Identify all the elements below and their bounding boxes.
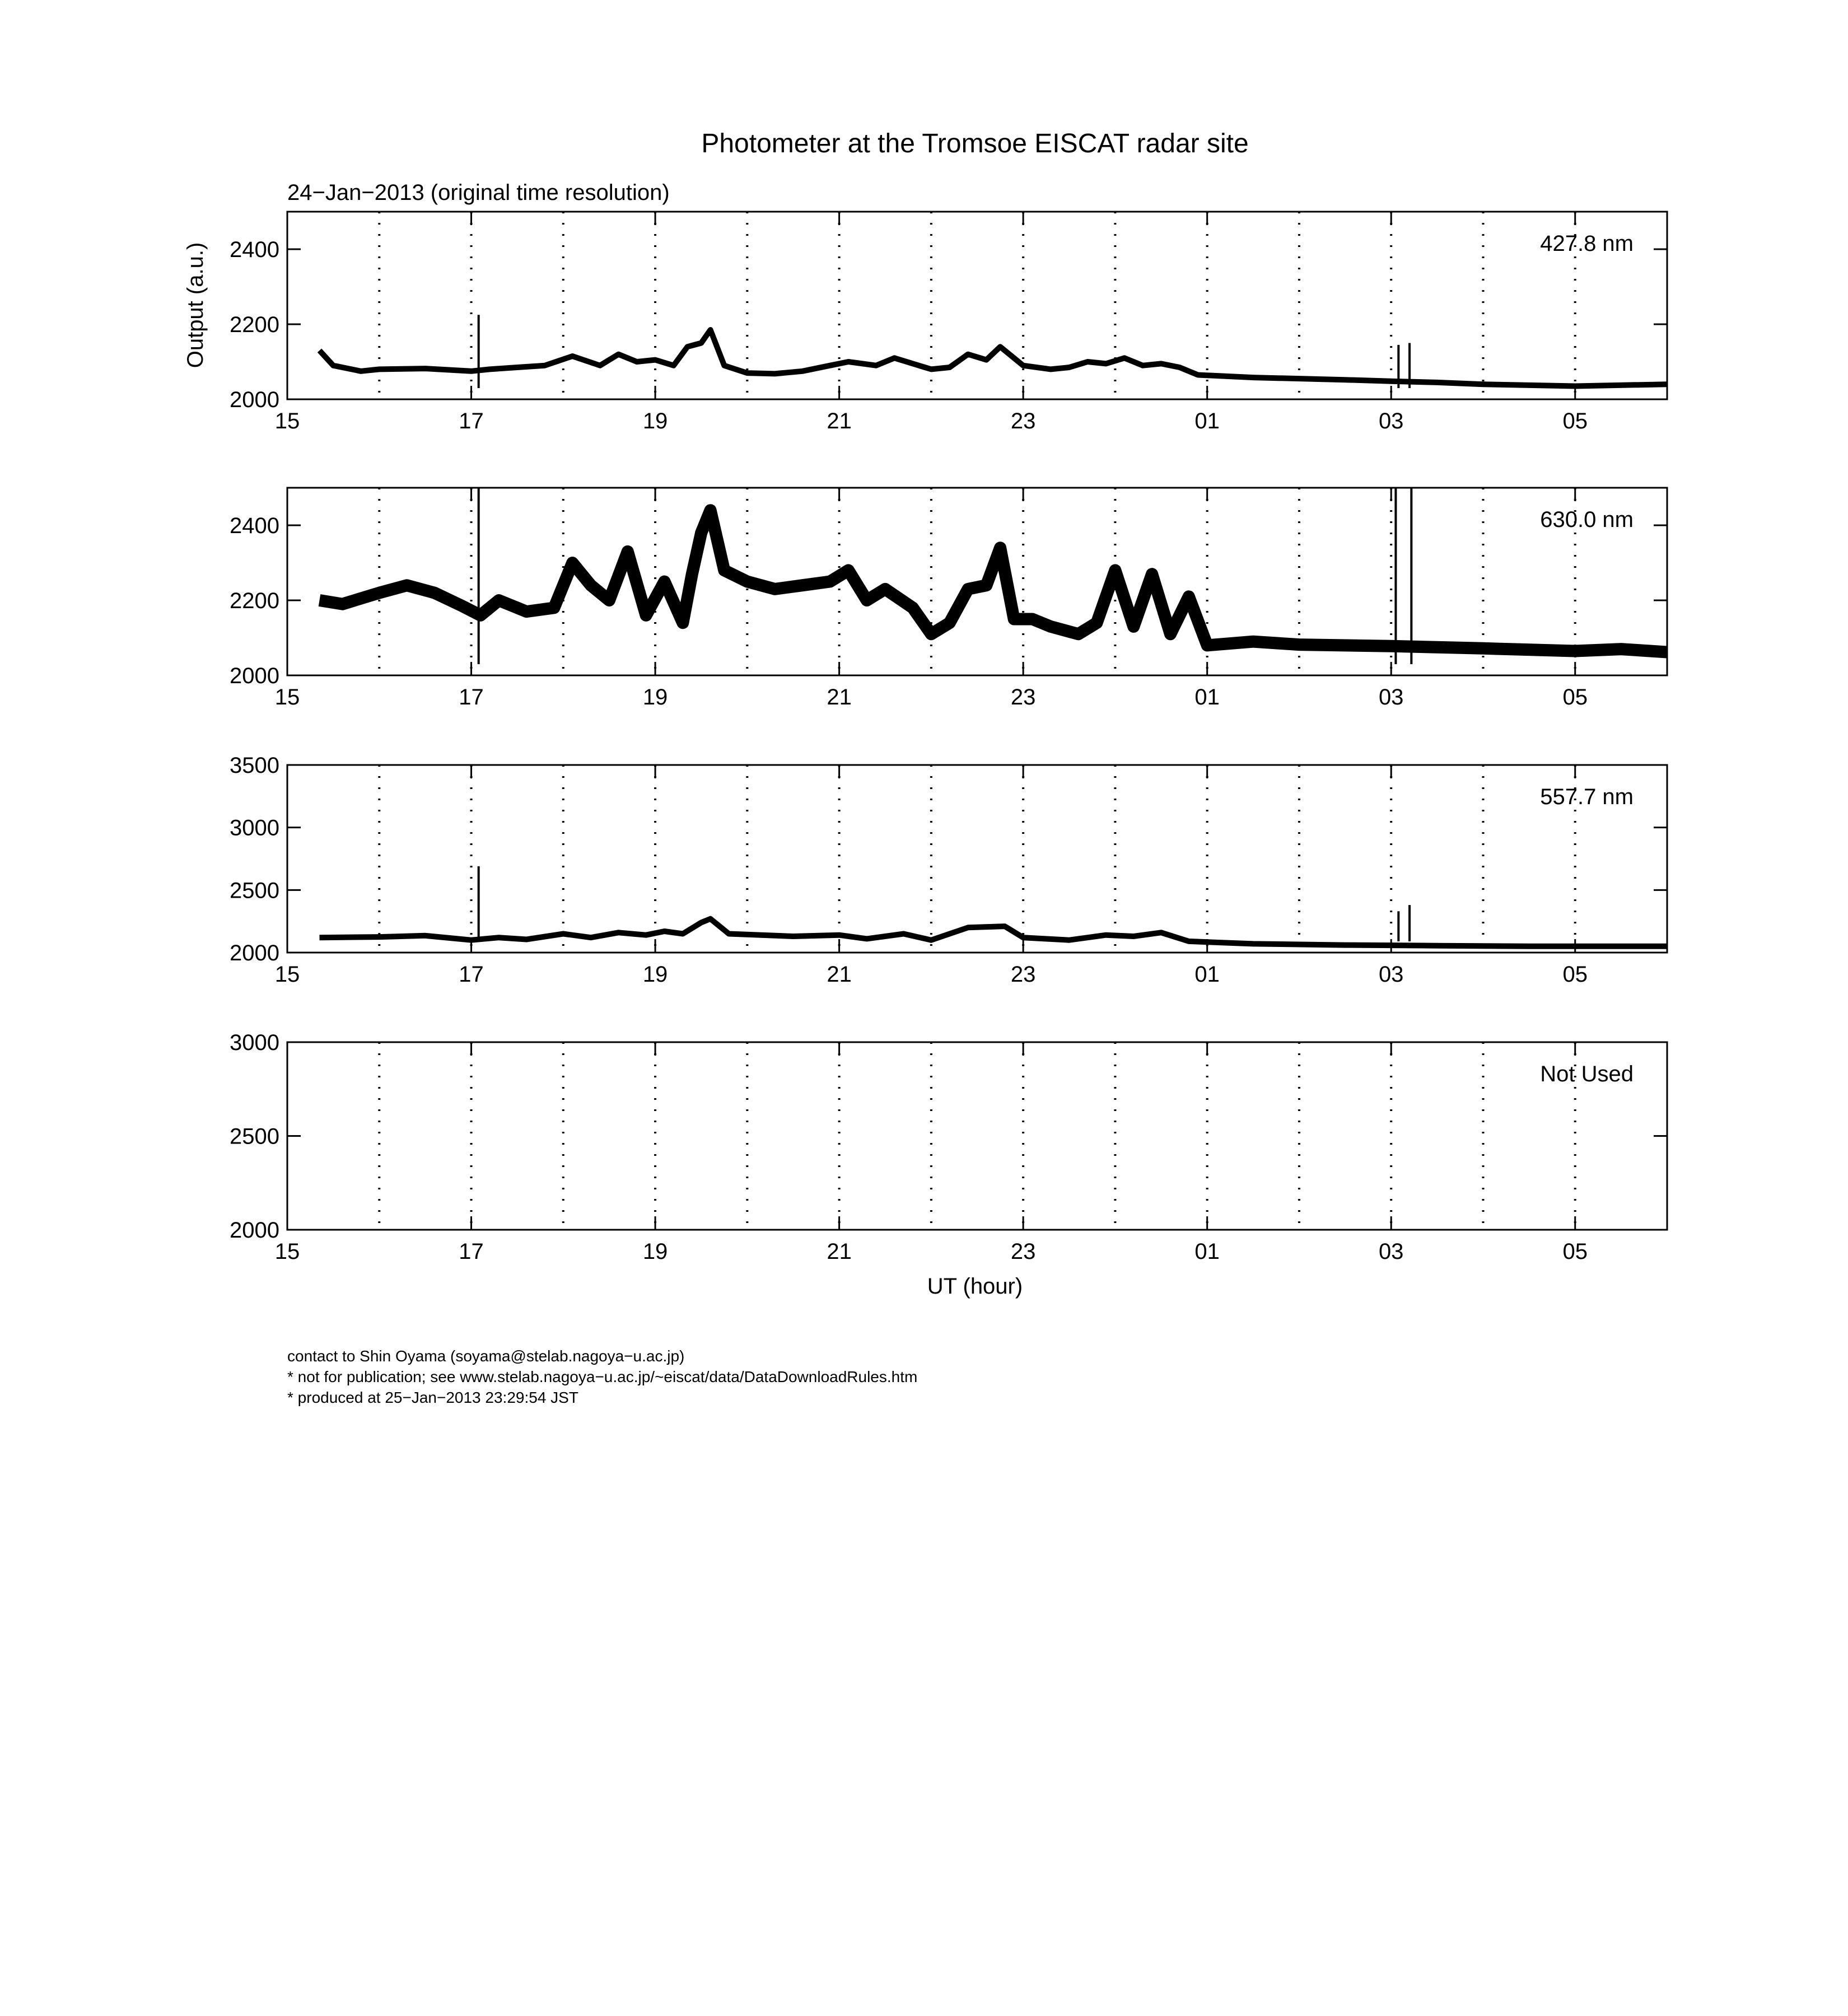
y-tick-label: 2000 <box>230 941 279 965</box>
figure-title: Photometer at the Tromsoe EISCAT radar site <box>701 129 1249 158</box>
y-tick-label: 2000 <box>230 388 279 412</box>
y-tick-label: 2200 <box>230 312 279 337</box>
footer-contact: contact to Shin Oyama (soyama@stelab.nagoya−u.ac.jp) <box>287 1347 685 1365</box>
x-tick-label: 01 <box>1194 685 1220 710</box>
x-tick-label: 05 <box>1562 962 1588 987</box>
footer-rules: * not for publication; see www.stelab.nagoya−u.ac.jp/~eiscat/data/DataDownloadRules.htm <box>287 1368 918 1385</box>
x-tick-label: 23 <box>1010 685 1036 710</box>
x-tick-label: 15 <box>274 685 300 710</box>
x-tick-label: 15 <box>274 1239 300 1264</box>
x-tick-label: 03 <box>1378 685 1404 710</box>
x-tick-label: 03 <box>1378 409 1404 433</box>
x-tick-label: 01 <box>1194 409 1220 433</box>
y-axis-label: Output (a.u.) <box>183 242 208 368</box>
x-tick-label: 19 <box>642 1239 668 1264</box>
panel-1 <box>230 212 1667 433</box>
x-tick-label: 01 <box>1194 962 1220 987</box>
y-tick-label: 3000 <box>230 815 279 841</box>
x-tick-label: 05 <box>1562 1239 1588 1264</box>
y-tick-label: 2200 <box>230 589 279 613</box>
y-tick-label: 2400 <box>230 514 279 538</box>
data-series-line <box>320 510 1668 652</box>
panels <box>230 212 1667 1264</box>
panel-3 <box>230 753 1667 987</box>
x-tick-label: 19 <box>642 962 668 987</box>
x-tick-label: 15 <box>274 962 300 987</box>
x-tick-label: 15 <box>274 409 300 433</box>
y-tick-label: 2500 <box>230 878 279 903</box>
x-tick-label: 19 <box>642 685 668 710</box>
x-tick-label: 03 <box>1378 962 1404 987</box>
panel-label: 427.8 nm <box>1540 231 1634 256</box>
panel-label: 557.7 nm <box>1540 785 1634 809</box>
x-tick-label: 05 <box>1562 409 1588 433</box>
x-tick-label: 23 <box>1010 962 1036 987</box>
panel-label: Not Used <box>1540 1062 1634 1086</box>
y-tick-label: 2500 <box>230 1124 279 1149</box>
y-tick-label: 2000 <box>230 664 279 688</box>
x-tick-label: 23 <box>1010 1239 1036 1264</box>
x-tick-label: 21 <box>827 1239 852 1264</box>
panel-label: 630.0 nm <box>1540 507 1634 532</box>
x-tick-label: 17 <box>459 685 484 710</box>
y-tick-label: 2000 <box>230 1218 279 1243</box>
footer-notes <box>287 1346 917 1408</box>
x-tick-label: 01 <box>1194 1239 1220 1264</box>
x-tick-label: 21 <box>827 685 852 710</box>
y-tick-label: 2400 <box>230 237 279 262</box>
panel-4 <box>230 1030 1667 1264</box>
x-tick-label: 03 <box>1378 1239 1404 1264</box>
data-series-line <box>320 919 1668 946</box>
data-series-line <box>320 330 1668 386</box>
axes-box <box>287 1042 1667 1230</box>
x-tick-label: 17 <box>459 962 484 987</box>
y-tick-label: 3500 <box>230 753 279 778</box>
figure-subtitle: 24−Jan−2013 (original time resolution) <box>287 180 670 205</box>
panel-2 <box>230 488 1667 710</box>
x-axis-label: UT (hour) <box>927 1274 1023 1299</box>
x-tick-label: 17 <box>459 1239 484 1264</box>
footer-produced: * produced at 25−Jan−2013 23:29:54 JST <box>287 1389 578 1406</box>
x-tick-label: 17 <box>459 409 484 433</box>
x-tick-label: 19 <box>642 409 668 433</box>
y-tick-label: 3000 <box>230 1030 279 1055</box>
x-tick-label: 21 <box>827 962 852 987</box>
x-tick-label: 05 <box>1562 685 1588 710</box>
x-tick-label: 21 <box>827 409 852 433</box>
x-tick-label: 23 <box>1010 409 1036 433</box>
